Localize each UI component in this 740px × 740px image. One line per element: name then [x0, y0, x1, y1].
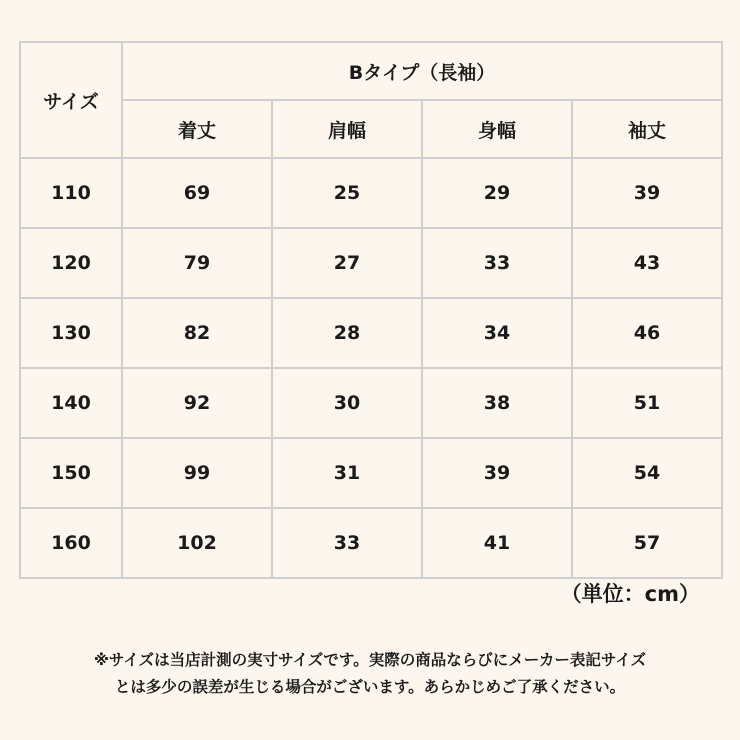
table-cell: 41 — [422, 508, 572, 578]
table-cell: 43 — [572, 228, 722, 298]
column-header-width: 身幅 — [422, 100, 572, 158]
size-cell: 130 — [20, 298, 122, 368]
size-cell: 150 — [20, 438, 122, 508]
table-cell: 34 — [422, 298, 572, 368]
table-header-row — [20, 42, 722, 100]
table-cell: 39 — [422, 438, 572, 508]
table-cell: 39 — [572, 158, 722, 228]
table-cell: 25 — [272, 158, 422, 228]
table-cell: 92 — [122, 368, 272, 438]
table-cell: 33 — [272, 508, 422, 578]
table-cell: 54 — [572, 438, 722, 508]
table-cell: 46 — [572, 298, 722, 368]
table-cell: 31 — [272, 438, 422, 508]
size-column-header: サイズ — [20, 42, 122, 158]
table-cell: 79 — [122, 228, 272, 298]
table-cell: 69 — [122, 158, 272, 228]
size-cell: 110 — [20, 158, 122, 228]
table-cell: 82 — [122, 298, 272, 368]
table-cell: 51 — [572, 368, 722, 438]
table-cell: 57 — [572, 508, 722, 578]
table-cell: 33 — [422, 228, 572, 298]
disclaimer-line-2: とは多少の誤差が生じる場合がございます。あらかじめご了承ください。 — [114, 678, 626, 696]
table-row — [20, 298, 722, 368]
type-header: Bタイプ（長袖） — [122, 42, 722, 100]
table-row — [20, 368, 722, 438]
table-cell: 28 — [272, 298, 422, 368]
column-header-length: 着丈 — [122, 100, 272, 158]
column-header-shoulder: 肩幅 — [272, 100, 422, 158]
size-cell: 140 — [20, 368, 122, 438]
column-header-sleeve: 袖丈 — [572, 100, 722, 158]
table-cell: 99 — [122, 438, 272, 508]
unit-label: （単位：cm） — [560, 582, 700, 606]
table-cell: 38 — [422, 368, 572, 438]
size-chart-table — [19, 41, 723, 579]
table-cell: 29 — [422, 158, 572, 228]
size-cell: 120 — [20, 228, 122, 298]
table-row — [20, 228, 722, 298]
table-row — [20, 158, 722, 228]
table-row — [20, 508, 722, 578]
size-cell: 160 — [20, 508, 122, 578]
disclaimer-line-1: ※サイズは当店計測の実寸サイズです。実際の商品ならびにメーカー表記サイズ — [93, 651, 647, 669]
table-row — [20, 438, 722, 508]
measurement-header-row — [20, 100, 722, 158]
table-cell: 27 — [272, 228, 422, 298]
table-cell: 30 — [272, 368, 422, 438]
table-cell: 102 — [122, 508, 272, 578]
